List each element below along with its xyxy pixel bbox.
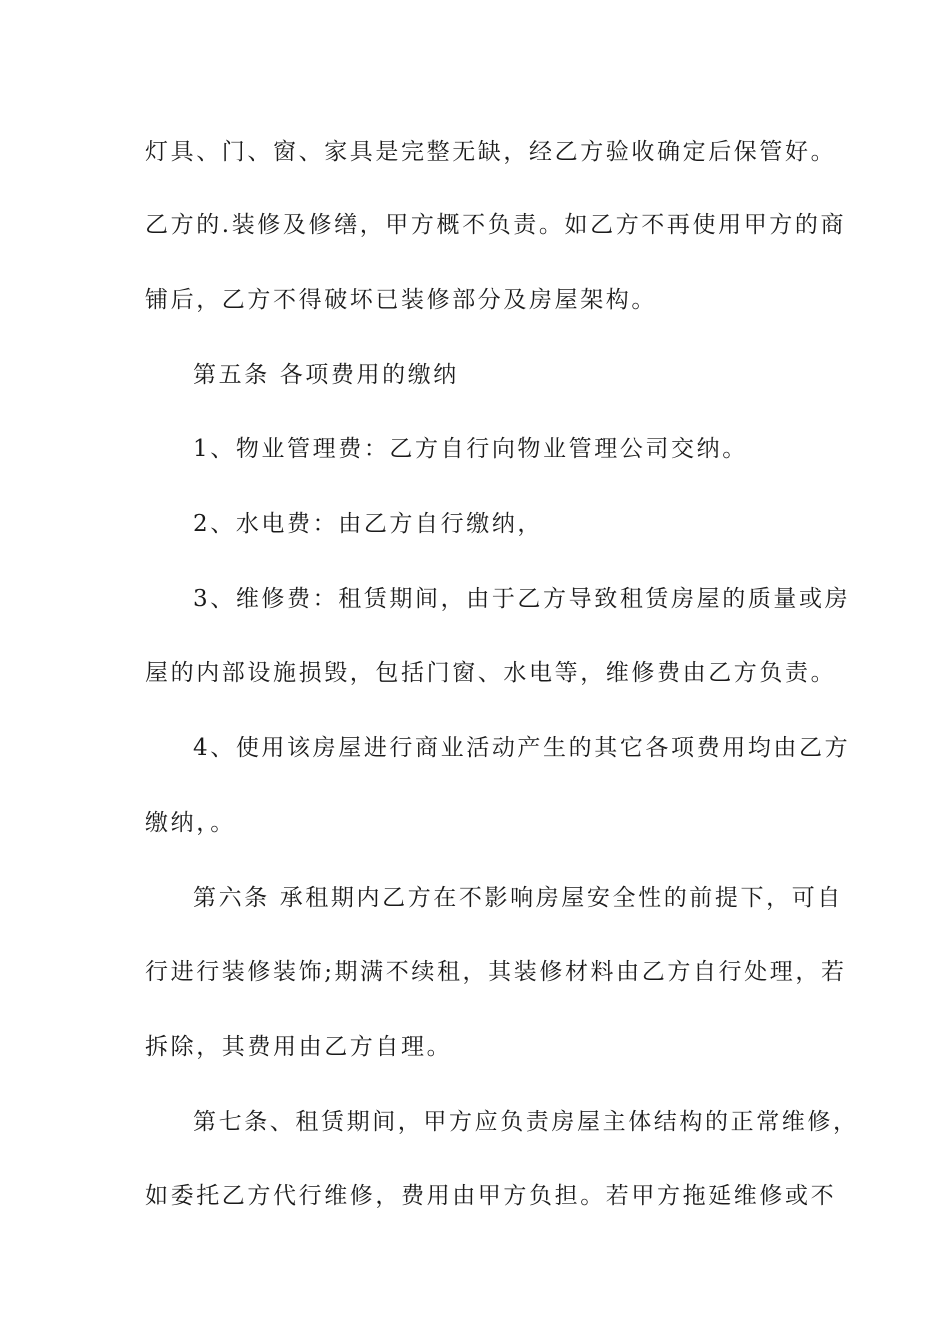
section-paragraph: 第六条 承租期内乙方在不影响房屋安全性的前提下，可自	[193, 885, 843, 911]
list-item: 2、水电费：由乙方自行缴纳，	[193, 511, 544, 537]
text-line: 缴纳，。	[145, 810, 236, 836]
text-line: 如委托乙方代行维修，费用由甲方负担。若甲方拖延维修或不	[145, 1183, 837, 1209]
list-item: 1、物业管理费：乙方自行向物业管理公司交纳。	[193, 436, 748, 462]
list-item: 4、使用该房屋进行商业活动产生的其它各项费用均由乙方	[193, 735, 851, 761]
text-line: 行进行装修装饰;期满不续租，其装修材料由乙方自行处理，若	[145, 959, 847, 985]
text-line: 屋的内部设施损毁，包括门窗、水电等，维修费由乙方负责。	[145, 660, 837, 686]
section-heading: 第五条 各项费用的缴纳	[193, 362, 459, 388]
text-line: 乙方的.装修及修缮，甲方概不负责。如乙方不再使用甲方的商	[145, 212, 847, 238]
text-line: 拆除，其费用由乙方自理。	[145, 1034, 453, 1060]
list-item: 3、维修费：租赁期间，由于乙方导致租赁房屋的质量或房	[193, 586, 851, 612]
text-line: 灯具、门、窗、家具是完整无缺，经乙方验收确定后保管好。	[145, 139, 837, 165]
section-paragraph: 第七条、租赁期间，甲方应负责房屋主体结构的正常维修，	[193, 1109, 859, 1135]
text-line: 铺后，乙方不得破坏已装修部分及房屋架构。	[145, 287, 657, 313]
